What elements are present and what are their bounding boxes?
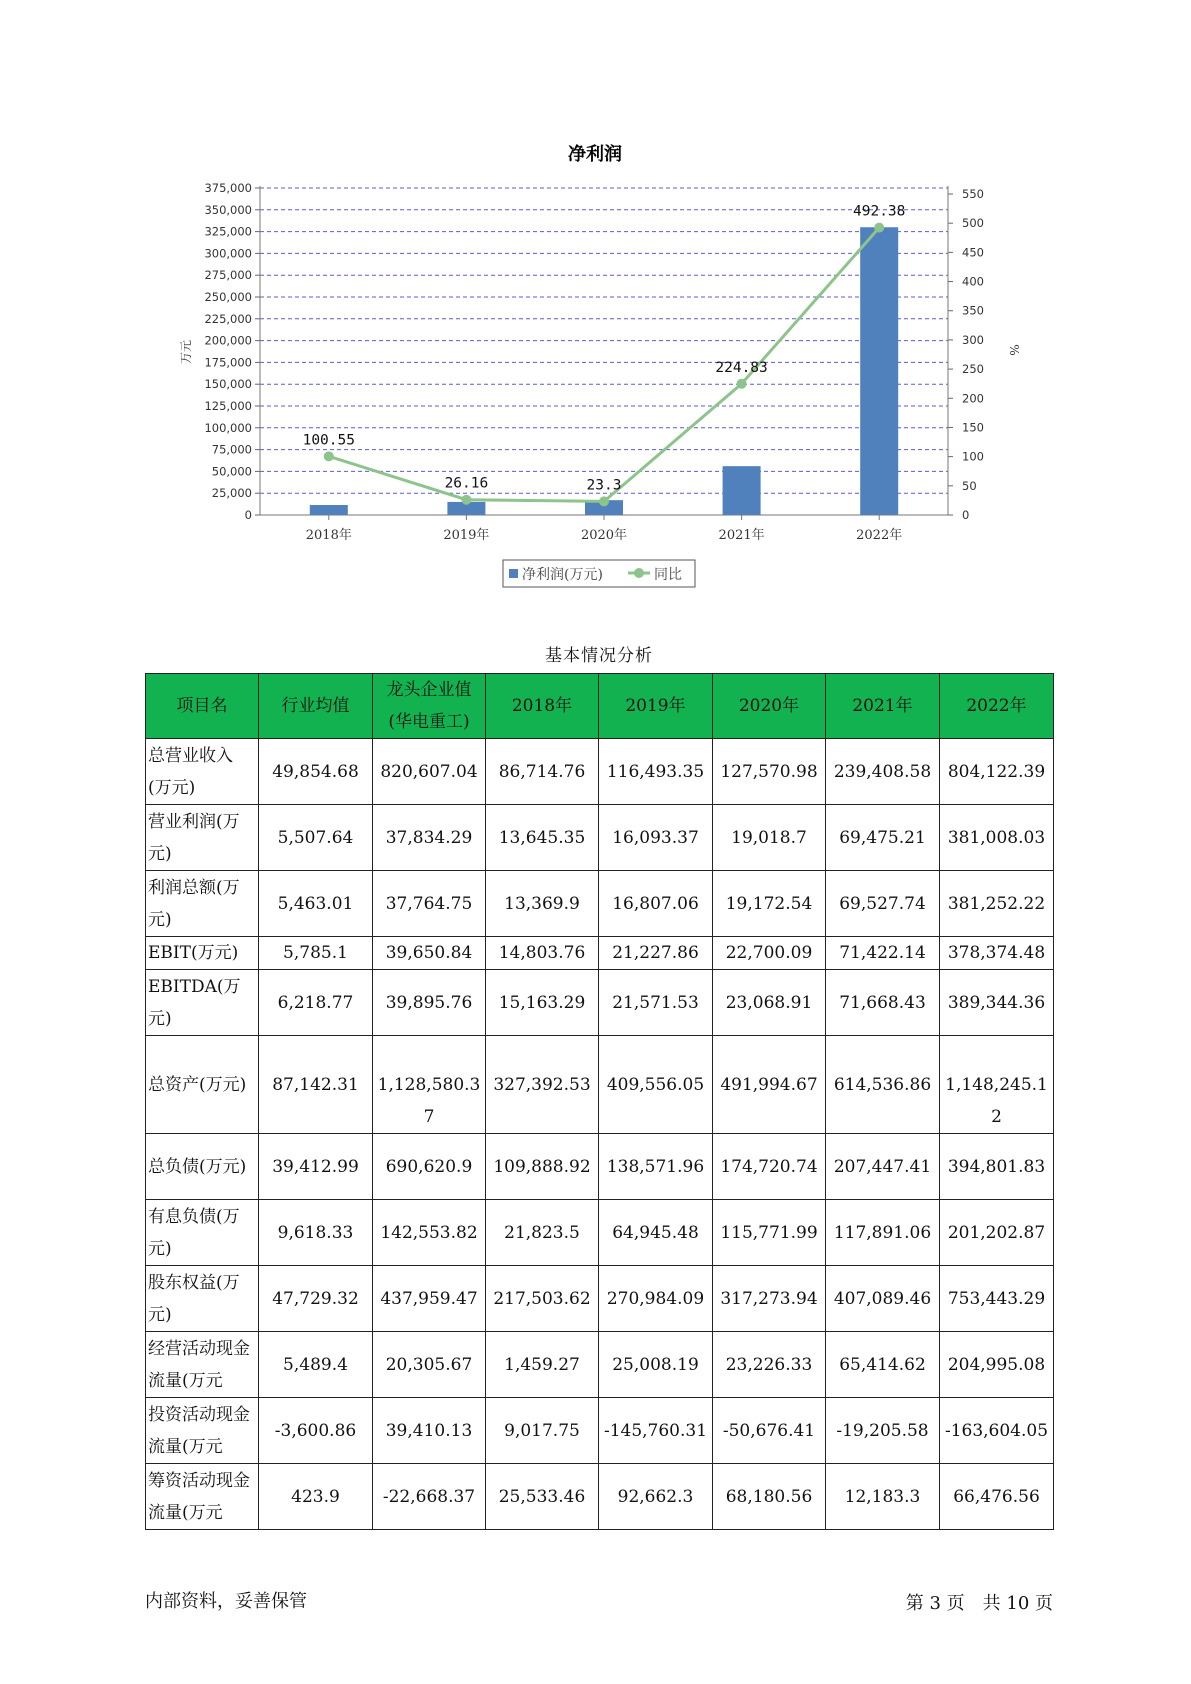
y2-tick-label: 500 bbox=[962, 216, 984, 231]
value-cell: 39,410.13 bbox=[373, 1398, 486, 1464]
value-cell: 407,089.46 bbox=[826, 1266, 940, 1332]
value-cell: 87,142.31 bbox=[259, 1036, 373, 1134]
header-2018: 2018年 bbox=[486, 674, 599, 739]
yoy-line bbox=[329, 228, 879, 502]
data-label: 26.16 bbox=[444, 475, 489, 492]
table-row bbox=[146, 739, 1054, 805]
value-cell: 13,369.9 bbox=[486, 871, 599, 937]
y-tick-label: 0 bbox=[244, 508, 252, 522]
chart-canvas bbox=[0, 0, 1191, 600]
value-cell: 39,650.84 bbox=[373, 937, 486, 970]
row-label-cell: 总负债(万元) bbox=[146, 1134, 259, 1200]
y-tick-label: 175,000 bbox=[204, 355, 252, 370]
legend-bar-label: 净利润(万元) bbox=[522, 567, 603, 583]
y-tick-label: 250,000 bbox=[204, 290, 252, 304]
value-cell: 409,556.05 bbox=[599, 1036, 713, 1134]
value-cell: 804,122.39 bbox=[940, 739, 1054, 805]
header-2020: 2020年 bbox=[713, 674, 826, 739]
value-cell: 92,662.3 bbox=[599, 1464, 713, 1530]
header-2022: 2022年 bbox=[940, 674, 1054, 739]
value-cell: 381,252.22 bbox=[940, 871, 1054, 937]
y2-tick-label: 400 bbox=[962, 274, 984, 289]
data-label: 100.55 bbox=[302, 432, 355, 449]
value-cell: 378,374.48 bbox=[940, 937, 1054, 970]
value-cell: 65,414.62 bbox=[826, 1332, 940, 1398]
value-cell: 423.9 bbox=[259, 1464, 373, 1530]
yoy-point bbox=[737, 379, 747, 389]
yoy-point bbox=[874, 223, 884, 233]
y2-tick-label: 550 bbox=[962, 187, 984, 201]
table-row bbox=[146, 1464, 1054, 1530]
value-cell: 5,489.4 bbox=[259, 1332, 373, 1398]
y-tick-label: 375,000 bbox=[204, 181, 252, 195]
net-profit-chart bbox=[0, 0, 1191, 600]
y2-tick-label: 450 bbox=[962, 245, 984, 260]
table-row bbox=[146, 1398, 1054, 1464]
value-cell: 20,305.67 bbox=[373, 1332, 486, 1398]
header-leader-value: 龙头企业值(华电重工) bbox=[373, 674, 486, 739]
value-cell: 116,493.35 bbox=[599, 739, 713, 805]
y-tick-label: 150,000 bbox=[204, 377, 252, 392]
value-cell: 16,093.37 bbox=[599, 805, 713, 871]
x-tick-label: 2022年 bbox=[856, 528, 903, 543]
legend-line-label: 同比 bbox=[654, 567, 682, 583]
value-cell: -22,668.37 bbox=[373, 1464, 486, 1530]
value-cell: 142,553.82 bbox=[373, 1200, 486, 1266]
row-label-cell: 筹资活动现金流量(万元 bbox=[146, 1464, 259, 1530]
yoy-point bbox=[599, 496, 609, 506]
x-tick-label: 2018年 bbox=[305, 528, 352, 543]
value-cell: 49,854.68 bbox=[259, 739, 373, 805]
y-tick-label: 25,000 bbox=[211, 486, 252, 501]
value-cell: 1,128,580.37 bbox=[373, 1036, 486, 1134]
table-row bbox=[146, 970, 1054, 1036]
y2-tick-label: 150 bbox=[962, 420, 984, 435]
y2-tick-label: 50 bbox=[962, 478, 977, 493]
value-cell: 381,008.03 bbox=[940, 805, 1054, 871]
row-label-cell: EBIT(万元) bbox=[146, 937, 259, 970]
value-cell: 127,570.98 bbox=[713, 739, 826, 805]
value-cell: 25,533.46 bbox=[486, 1464, 599, 1530]
value-cell: 491,994.67 bbox=[713, 1036, 826, 1134]
legend-bar-swatch bbox=[509, 569, 518, 578]
value-cell: 1,148,245.12 bbox=[940, 1036, 1054, 1134]
row-label-cell: 股东权益(万元) bbox=[146, 1266, 259, 1332]
value-cell: 201,202.87 bbox=[940, 1200, 1054, 1266]
value-cell: 270,984.09 bbox=[599, 1266, 713, 1332]
y-tick-label: 225,000 bbox=[204, 311, 252, 326]
header-industry-avg: 行业均值 bbox=[259, 674, 373, 739]
value-cell: 37,764.75 bbox=[373, 871, 486, 937]
value-cell: 9,618.33 bbox=[259, 1200, 373, 1266]
x-tick-label: 2019年 bbox=[443, 528, 490, 543]
row-label-cell: EBITDA(万元) bbox=[146, 970, 259, 1036]
value-cell: 5,785.1 bbox=[259, 937, 373, 970]
y2-tick-label: 100 bbox=[962, 449, 984, 464]
value-cell: 68,180.56 bbox=[713, 1464, 826, 1530]
value-cell: 39,412.99 bbox=[259, 1134, 373, 1200]
value-cell: 19,172.54 bbox=[713, 871, 826, 937]
value-cell: 66,476.56 bbox=[940, 1464, 1054, 1530]
y2-axis-title: % bbox=[1007, 344, 1021, 356]
value-cell: 5,507.64 bbox=[259, 805, 373, 871]
table-row bbox=[146, 871, 1054, 937]
value-cell: 22,700.09 bbox=[713, 937, 826, 970]
footer-page-number: 第 3 页 共 10 页 bbox=[905, 1593, 1053, 1614]
value-cell: 12,183.3 bbox=[826, 1464, 940, 1530]
value-cell: 6,218.77 bbox=[259, 970, 373, 1036]
y-tick-label: 275,000 bbox=[204, 268, 252, 283]
value-cell: 437,959.47 bbox=[373, 1266, 486, 1332]
header-2021: 2021年 bbox=[826, 674, 940, 739]
header-2019: 2019年 bbox=[599, 674, 713, 739]
row-label-cell: 投资活动现金流量(万元 bbox=[146, 1398, 259, 1464]
chart-title: 净利润 bbox=[568, 144, 622, 165]
value-cell: 690,620.9 bbox=[373, 1134, 486, 1200]
data-label: 492.38 bbox=[853, 203, 906, 220]
value-cell: 21,823.5 bbox=[486, 1200, 599, 1266]
value-cell: 13,645.35 bbox=[486, 805, 599, 871]
value-cell: -3,600.86 bbox=[259, 1398, 373, 1464]
table-header-row bbox=[146, 674, 1054, 739]
value-cell: 15,163.29 bbox=[486, 970, 599, 1036]
value-cell: 207,447.41 bbox=[826, 1134, 940, 1200]
y-tick-label: 75,000 bbox=[211, 442, 252, 457]
table-row bbox=[146, 937, 1054, 970]
y-tick-label: 200,000 bbox=[204, 333, 252, 348]
value-cell: 86,714.76 bbox=[486, 739, 599, 805]
y-tick-label: 125,000 bbox=[204, 399, 252, 413]
y-axis-title: 万元 bbox=[179, 339, 193, 365]
value-cell: 64,945.48 bbox=[599, 1200, 713, 1266]
value-cell: 109,888.92 bbox=[486, 1134, 599, 1200]
header-item-name: 项目名 bbox=[146, 674, 259, 739]
value-cell: 21,571.53 bbox=[599, 970, 713, 1036]
basic-analysis-table bbox=[145, 673, 1054, 1530]
bar bbox=[310, 505, 348, 515]
value-cell: 389,344.36 bbox=[940, 970, 1054, 1036]
data-label: 23.3 bbox=[586, 477, 622, 494]
y2-tick-label: 250 bbox=[962, 362, 984, 377]
value-cell: 614,536.86 bbox=[826, 1036, 940, 1134]
value-cell: -163,604.05 bbox=[940, 1398, 1054, 1464]
value-cell: 69,527.74 bbox=[826, 871, 940, 937]
yoy-point bbox=[324, 451, 334, 461]
value-cell: -50,676.41 bbox=[713, 1398, 826, 1464]
value-cell: 37,834.29 bbox=[373, 805, 486, 871]
table-row bbox=[146, 1332, 1054, 1398]
value-cell: 14,803.76 bbox=[486, 937, 599, 970]
row-label-cell: 总营业收入(万元) bbox=[146, 739, 259, 805]
value-cell: 21,227.86 bbox=[599, 937, 713, 970]
data-label: 224.83 bbox=[715, 359, 768, 376]
value-cell: 327,392.53 bbox=[486, 1036, 599, 1134]
value-cell: 117,891.06 bbox=[826, 1200, 940, 1266]
row-label-cell: 营业利润(万元) bbox=[146, 805, 259, 871]
value-cell: -19,205.58 bbox=[826, 1398, 940, 1464]
bar bbox=[723, 466, 761, 515]
y2-tick-label: 0 bbox=[962, 508, 970, 522]
y2-tick-label: 300 bbox=[962, 332, 984, 347]
value-cell: 5,463.01 bbox=[259, 871, 373, 937]
row-label-cell: 利润总额(万元) bbox=[146, 871, 259, 937]
value-cell: 47,729.32 bbox=[259, 1266, 373, 1332]
row-label-cell: 总资产(万元) bbox=[146, 1036, 259, 1134]
y-tick-label: 325,000 bbox=[204, 224, 252, 239]
x-tick-label: 2021年 bbox=[718, 528, 765, 543]
value-cell: 317,273.94 bbox=[713, 1266, 826, 1332]
value-cell: 217,503.62 bbox=[486, 1266, 599, 1332]
row-label-cell: 有息负债(万元) bbox=[146, 1200, 259, 1266]
y-tick-label: 100,000 bbox=[204, 420, 252, 435]
legend-line-marker bbox=[634, 568, 644, 578]
x-tick-label: 2020年 bbox=[580, 528, 628, 543]
y2-tick-label: 350 bbox=[962, 303, 984, 318]
value-cell: 204,995.08 bbox=[940, 1332, 1054, 1398]
table-row bbox=[146, 1266, 1054, 1332]
value-cell: 1,459.27 bbox=[486, 1332, 599, 1398]
value-cell: 174,720.74 bbox=[713, 1134, 826, 1200]
value-cell: 820,607.04 bbox=[373, 739, 486, 805]
table-row bbox=[146, 1134, 1054, 1200]
value-cell: 71,668.43 bbox=[826, 970, 940, 1036]
value-cell: 39,895.76 bbox=[373, 970, 486, 1036]
table-row bbox=[146, 805, 1054, 871]
table-caption: 基本情况分析 bbox=[545, 646, 653, 666]
value-cell: 16,807.06 bbox=[599, 871, 713, 937]
bar bbox=[860, 227, 898, 515]
y-tick-label: 300,000 bbox=[204, 246, 252, 261]
yoy-point bbox=[461, 495, 471, 505]
value-cell: 23,226.33 bbox=[713, 1332, 826, 1398]
value-cell: 71,422.14 bbox=[826, 937, 940, 970]
value-cell: 19,018.7 bbox=[713, 805, 826, 871]
y-tick-label: 50,000 bbox=[211, 464, 252, 479]
value-cell: 394,801.83 bbox=[940, 1134, 1054, 1200]
y-tick-label: 350,000 bbox=[204, 202, 252, 217]
table-row bbox=[146, 1200, 1054, 1266]
value-cell: 115,771.99 bbox=[713, 1200, 826, 1266]
row-label-cell: 经营活动现金流量(万元 bbox=[146, 1332, 259, 1398]
value-cell: -145,760.31 bbox=[599, 1398, 713, 1464]
value-cell: 23,068.91 bbox=[713, 970, 826, 1036]
value-cell: 239,408.58 bbox=[826, 739, 940, 805]
value-cell: 25,008.19 bbox=[599, 1332, 713, 1398]
y2-tick-label: 200 bbox=[962, 391, 984, 406]
value-cell: 69,475.21 bbox=[826, 805, 940, 871]
value-cell: 9,017.75 bbox=[486, 1398, 599, 1464]
footer-confidential-note: 内部资料，妥善保管 bbox=[145, 1591, 307, 1612]
value-cell: 753,443.29 bbox=[940, 1266, 1054, 1332]
table-row bbox=[146, 1036, 1054, 1134]
value-cell: 138,571.96 bbox=[599, 1134, 713, 1200]
